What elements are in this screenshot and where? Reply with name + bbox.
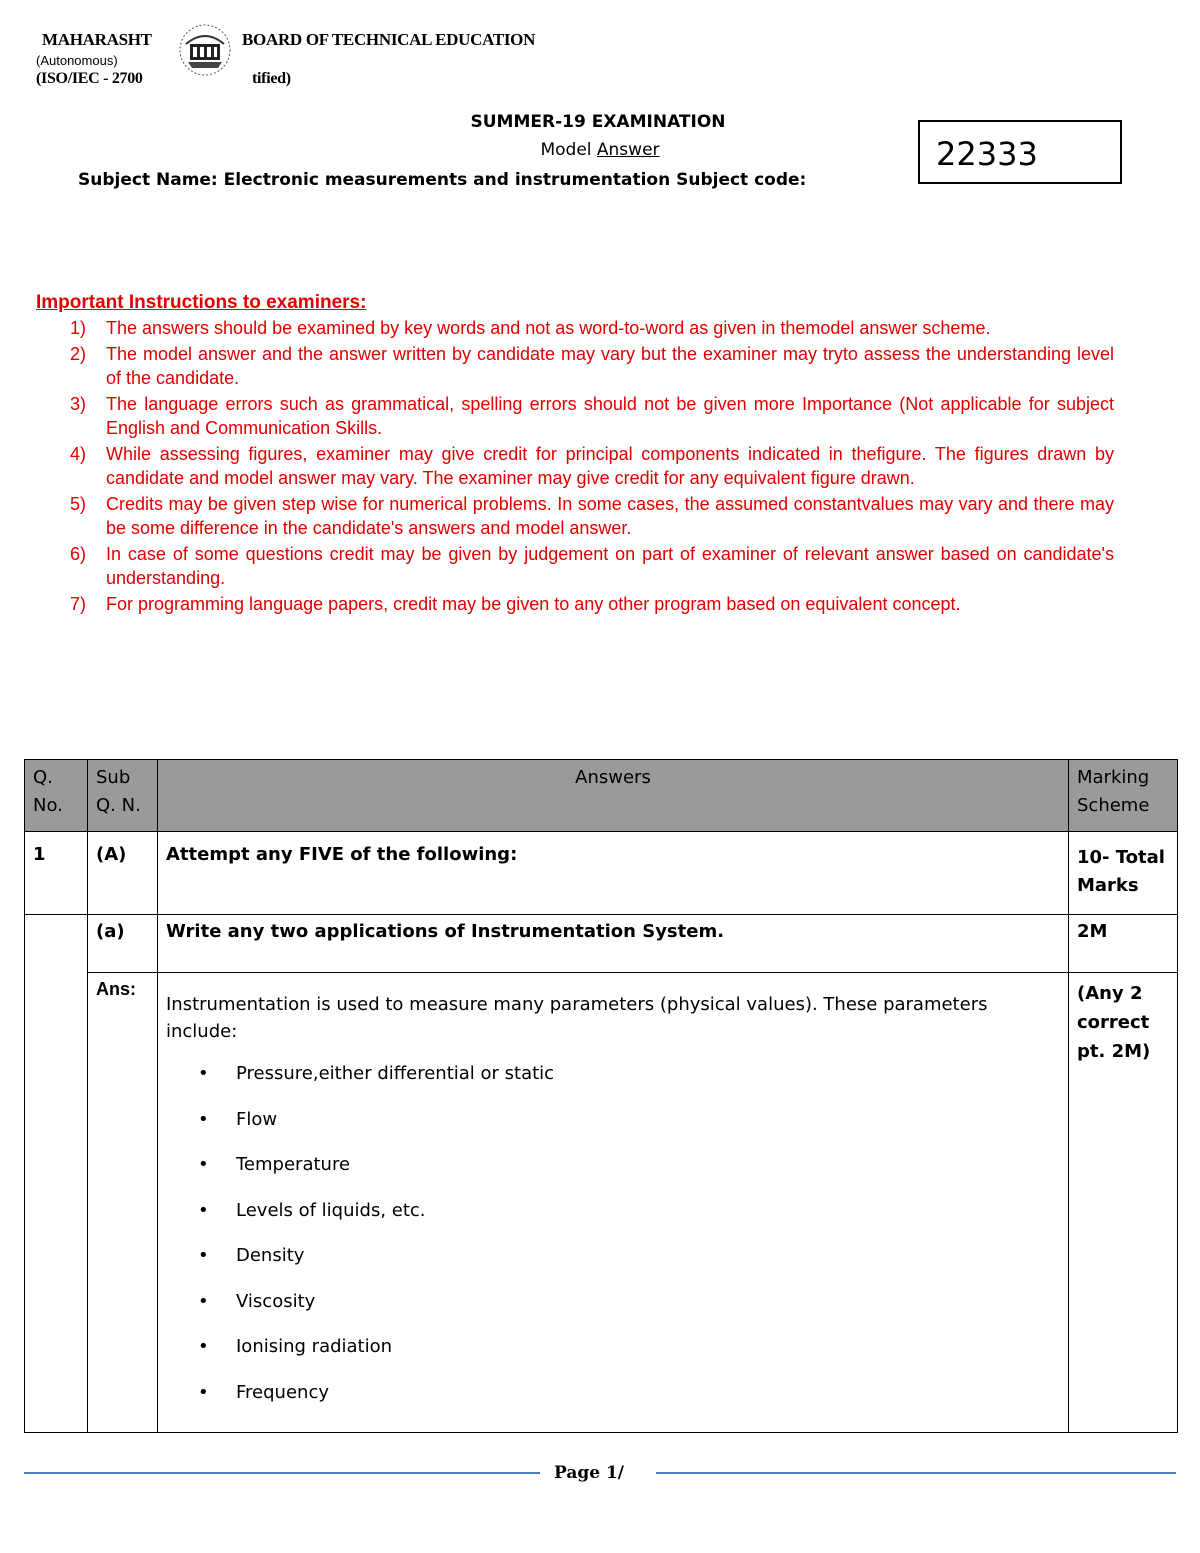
table-row [25,973,1178,1433]
subject-line: Subject Name: Electronic measurements and instrumentation Subject code: [78,170,807,190]
header-subqn: Sub Q. N. [88,760,158,832]
list-item: • Pressure,either differential or static [236,1063,1060,1109]
msbte-logo [172,22,238,78]
instruction-item: 2) The model answer and the answer written by candidate may vary but the examiner may tryto assess the understanding level of the candidate. [70,343,1114,388]
header-autonomous: (Autonomous) [36,53,118,68]
model-answer-word: Answer [596,140,660,160]
header-answers: Answers [158,760,1069,832]
row2-sub: (a) [88,915,158,973]
model-prefix: Model [540,140,597,160]
list-item: • Frequency [236,1382,1060,1428]
subject-code-box: 22333 [918,120,1122,184]
footer-rule-left [24,1472,540,1474]
header-org-right: BOARD OF TECHNICAL EDUCATION [242,30,536,49]
answer-intro: Instrumentation is used to measure many parameters (physical values). These parameters include: [166,994,988,1042]
table-row [25,832,1178,915]
page-number: Page 1/ [554,1463,625,1483]
instruction-item: 5) Credits may be given step wise for numerical problems. In some cases, the assumed constantvalues may vary and there may be some difference in the candidate's answers and model answer. [70,493,1114,538]
instruction-item: 7) For programming language papers, credit may be given to any other program based on equivalent concept. [70,593,961,614]
footer-rule-right [656,1472,1176,1474]
row1-marks: 10- Total Marks [1069,832,1178,915]
list-item: • Viscosity [236,1291,1060,1337]
list-item: • Levels of liquids, etc. [236,1200,1060,1246]
answer-table [24,759,1178,1433]
answer-bullet-list [166,1063,1060,1427]
table-row [25,915,1178,973]
row2-qno-empty [25,915,88,1433]
list-item: • Ionising radiation [236,1336,1060,1382]
header-iso-left: (ISO/IEC - 2700 [36,70,143,87]
instruction-item: 4) While assessing figures, examiner may give credit for principal components indicated in thefigure. The figures drawn by candidate and model answer may vary. The examiner may give credit for any equivalent figure drawn. [70,443,1114,488]
instruction-item: 1) The answers should be examined by key words and not as word-to-word as given in themodel answer scheme. [70,318,991,338]
header-marking: Marking Scheme [1069,760,1178,832]
instruction-item: 6) In case of some questions credit may be given by judgement on part of examiner of relevant answer based on candidate's understanding. [70,543,1114,588]
row1-qno: 1 [25,832,88,915]
instructions-section [36,292,1114,617]
header-qno: Q. No. [25,760,88,832]
header-iso-right: tified) [252,70,291,87]
row3-sub: Ans: [88,973,158,1433]
row2-marks: 2M [1069,915,1178,973]
exam-title: SUMMER-19 EXAMINATION [470,112,726,132]
row3-marks: (Any 2 correct pt. 2M) [1069,973,1178,1433]
header-org-left: MAHARASHT [42,30,152,49]
instruction-item: 3) The language errors such as grammatical, spelling errors should not be given more Importance (Not applicable for subject English and Communication Skills. [70,393,1114,438]
row2-text: Write any two applications of Instrumentation System. [158,915,1069,973]
row1-text: Attempt any FIVE of the following: [158,832,1069,915]
instructions-title: Important Instructions to examiners: [36,292,367,313]
list-item: • Temperature [236,1154,1060,1200]
list-item: • Density [236,1245,1060,1291]
row1-sub: (A) [88,832,158,915]
list-item: • Flow [236,1109,1060,1155]
row3-answer [158,973,1069,1433]
